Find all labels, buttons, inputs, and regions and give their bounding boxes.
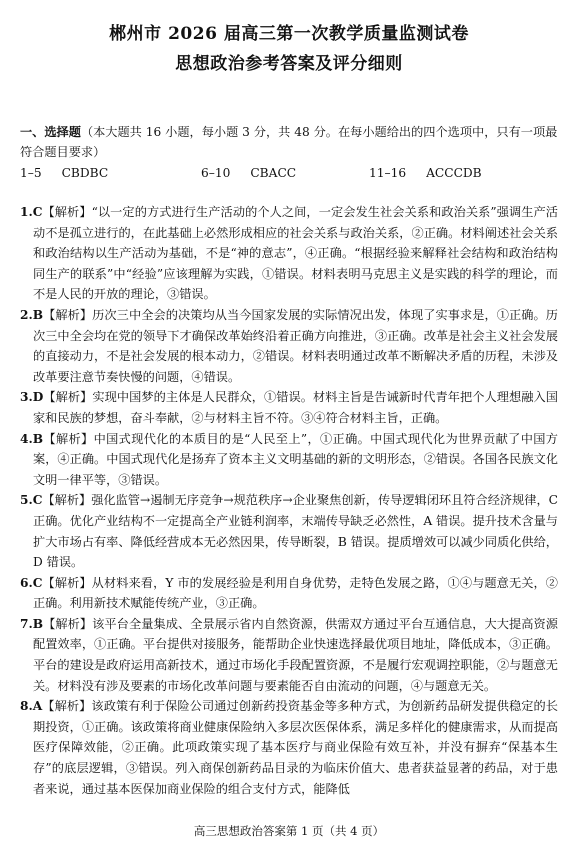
- item-text: 【解析】从材料来看，Y 市的发展经验是利用自身优势，走特色发展之路，①④与题意无关，②正确。利用新技术赋能传统产业，③正确。: [33, 575, 558, 611]
- page-footer: 高三思想政治答案第 1 页（共 4 页）: [193, 824, 385, 838]
- explanation-item: [20, 573, 558, 614]
- explanation-item: [20, 202, 558, 305]
- answer-range: 1–5: [20, 166, 42, 180]
- explanation-item: [20, 696, 558, 799]
- item-text: 【解析】实现中国梦的主体是人民群众，①错误。材料主旨是告诫新时代青年把个人理想融入国家和民族的梦想，奋斗奉献，②与材料主旨不符。③④符合材料主旨，正确。: [33, 390, 558, 425]
- answer-sequence: ACCCDB: [426, 166, 482, 180]
- item-answer: A: [32, 699, 43, 714]
- section-title: 一、选择题: [20, 125, 81, 139]
- item-text: 【解析】中国式现代化的本质目的是“人民至上”，①正确。中国式现代化为世界贡献了中国方案，④正确。中国式现代化是扬弃了资本主义文明基础的新的文明形态，②错误。各国各民族文化文明一律平等，③错误。: [33, 431, 558, 487]
- item-text: 【解析】“以一定的方式进行生产活动的个人之间，一定会发生社会关系和政治关系”强调生产活动不是孤立进行的，在此基础上必然形成相应的社会关系与政治关系，②正确。材料阐述社会关系和政治结构以生产活动为基础，不是“神的意志”，④正确。“根据经验来解释社会结构和政治结构同生产的联系”中“经验”应该理解为实践，①错误。材料表明马克思主义是实践的科学的理论，而不是人民的开放的理论，③错误。: [33, 205, 558, 302]
- explanation-item: [20, 429, 558, 491]
- answer-range: 6–10: [201, 166, 231, 180]
- explanation-list: [20, 202, 558, 799]
- explanation-item: [20, 387, 558, 428]
- doc-title: 郴州市 2026 届高三第一次教学质量监测试卷: [109, 24, 469, 44]
- item-text: 【解析】历次三中全会的决策均从当今国家发展的实际情况出发，体现了实事求是，①正确。历次三中全会均在党的领导下才确保改革始终沿着正确方向推进，③正确。改革是社会主义社会发展的直接动力，不是社会发展的根本动力，②错误。材料表明通过改革不断解决矛盾的历程，未涉及改革要注意节奏快慢的问题，④错误。: [33, 307, 558, 384]
- item-number: 5.: [20, 493, 33, 508]
- answer-group: [201, 163, 369, 183]
- section-description: （本大题共 16 小题，每小题 3 分，共 48 分。在每小题给出的四个选项中，只有一项最符合题目要求）: [20, 125, 558, 159]
- explanation-item: [20, 614, 558, 696]
- item-answer: B: [32, 307, 44, 322]
- item-number: 7.: [20, 616, 33, 631]
- item-number: 2.: [20, 307, 33, 322]
- answer-sequence: CBDBC: [61, 166, 109, 180]
- answer-range: 11–16: [369, 166, 407, 180]
- section-heading: [20, 122, 558, 162]
- item-number: 8.: [20, 699, 33, 714]
- item-answer: D: [32, 390, 44, 405]
- item-text: 【解析】该平台全量集成、全景展示省内自然资源，供需双方通过平台互通信息，大大提高资源配置效率，①正确。平台提供对接服务，能帮助企业快速选择最优项目地址，降低成本，③正确。平台的建设是政府运用高新技术，通过市场化手段配置资源，不是履行宏观调控职能，②与题意无关。材料没有涉及要素的市场化改革问题与要素能否自由流动的问题，④与题意无关。: [33, 616, 558, 693]
- item-text: 【解析】强化监管→遏制无序竞争→规范秩序→企业聚焦创新，传导逻辑闭环且符合经济规律，C 正确。优化产业结构不一定提高全产业链利润率，末端传导缺乏必然性，A 错误。提升技术含量与扩大市场占有率、降低经营成本无必然因果，传导断裂，B 错误。提质增效可以减少同质化供给，D 错误。: [33, 493, 558, 570]
- item-answer: C: [32, 205, 43, 219]
- item-text: 【解析】该政策有利于保险公司通过创新药投资基金等多种方式，为创新药品研发提供稳定的长期投资，①正确。该政策将商业健康保险纳入多层次医保体系，满足多样化的健康需求，从而提高医疗保障效能，②正确。此项政策实现了基本医疗与商业保险有效互补，并没有摒弃“保基本生存”的底层逻辑，③错误。列入商保创新药品目录的为临床价值大、患者获益显著的药品，对于患者来说，通过基本医保加商业保险的组合支付方式，能降低: [33, 699, 558, 796]
- explanation-item: [20, 305, 558, 387]
- answer-sequence: CBACC: [250, 166, 297, 180]
- item-number: 3.: [20, 390, 33, 405]
- item-answer: B: [32, 616, 44, 631]
- answer-key: [20, 163, 558, 183]
- item-number: 6.: [20, 575, 33, 590]
- answer-group: [369, 163, 482, 183]
- item-number: 1.: [20, 205, 33, 219]
- item-answer: C: [32, 575, 43, 590]
- item-answer: C: [32, 493, 43, 508]
- item-answer: B: [32, 431, 44, 446]
- explanation-item: [20, 490, 558, 572]
- item-number: 4.: [20, 431, 33, 446]
- answer-group: [20, 163, 201, 183]
- doc-subtitle: 思想政治参考答案及评分细则: [175, 54, 403, 74]
